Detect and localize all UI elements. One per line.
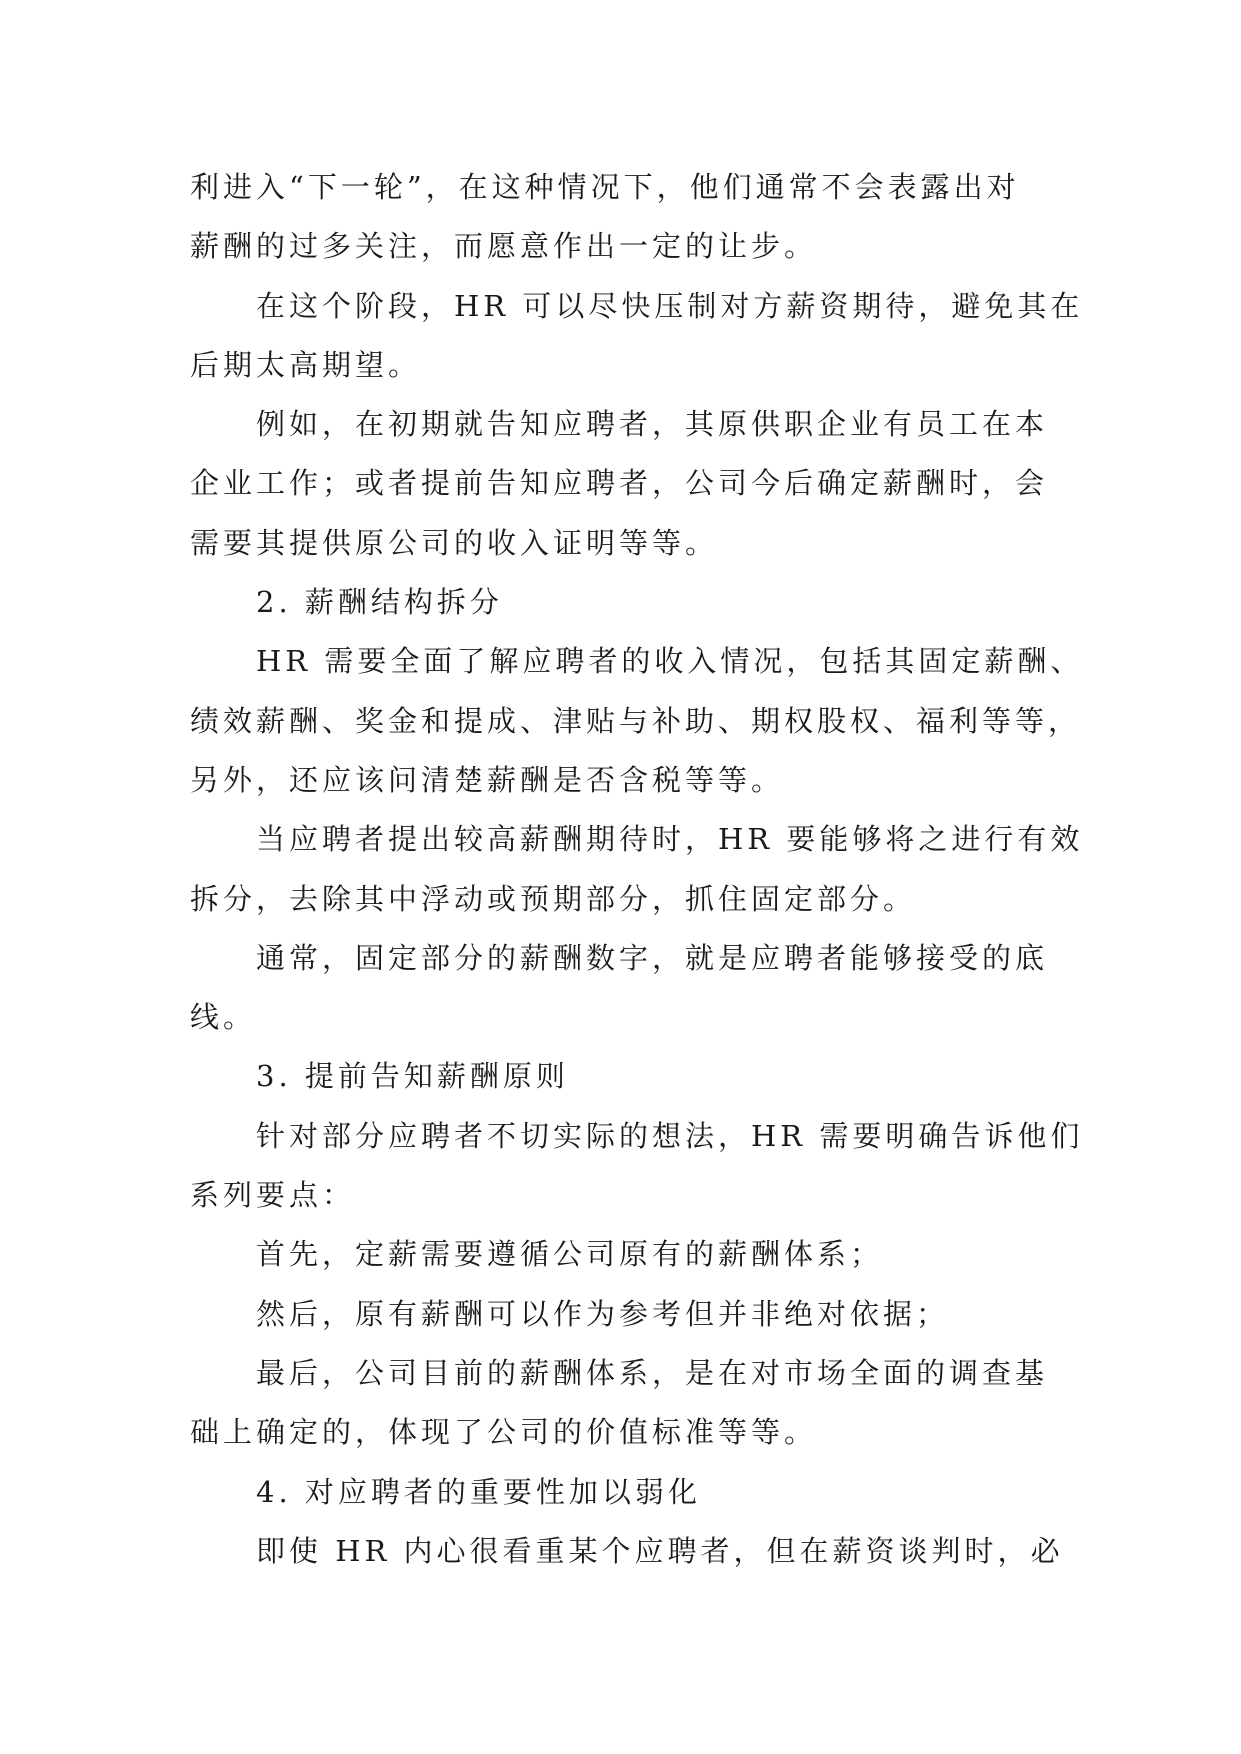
text-line: HR 需要全面了解应聘者的收入情况，包括其固定薪酬、	[256, 644, 1084, 679]
text-line: 另外，还应该问清楚薪酬是否含税等等。	[190, 762, 785, 797]
text-line: 4. 对应聘者的重要性加以弱化	[256, 1474, 701, 1509]
text-line: 在这个阶段，HR 可以尽快压制对方薪资期待，避免其在	[256, 288, 1084, 323]
text-line: 针对部分应聘者不切实际的想法，HR 需要明确告诉他们	[256, 1118, 1084, 1153]
text-line: 础上确定的，体现了公司的价值标准等等。	[190, 1415, 818, 1450]
text-line: 后期太高期望。	[190, 347, 422, 382]
text-line: 需要其提供原公司的收入证明等等。	[190, 525, 719, 560]
text-line: 然后，原有薪酬可以作为参考但并非绝对依据；	[256, 1296, 950, 1331]
text-line: 系列要点：	[190, 1178, 356, 1213]
text-line: 利进入“下一轮”，在这种情况下，他们通常不会表露出对	[190, 170, 1020, 204]
text-line: 线。	[190, 1000, 257, 1035]
text-line: 2. 薪酬结构拆分	[256, 585, 503, 620]
text-line: 即使 HR 内心很看重某个应聘者，但在薪资谈判时，必	[256, 1533, 1064, 1568]
text-line: 绩效薪酬、奖金和提成、津贴与补助、期权股权、福利等等，	[190, 703, 1082, 738]
text-line: 通常，固定部分的薪酬数字，就是应聘者能够接受的底	[256, 940, 1049, 975]
text-line: 拆分，去除其中浮动或预期部分，抓住固定部分。	[190, 881, 917, 916]
text-line: 首先，定薪需要遵循公司原有的薪酬体系；	[256, 1237, 884, 1272]
text-line: 企业工作；或者提前告知应聘者，公司今后确定薪酬时，会	[190, 466, 1049, 501]
text-line: 3. 提前告知薪酬原则	[256, 1059, 569, 1094]
text-line: 例如，在初期就告知应聘者，其原供职企业有员工在本	[256, 407, 1049, 442]
text-line: 薪酬的过多关注，而愿意作出一定的让步。	[190, 229, 818, 264]
text-line: 最后，公司目前的薪酬体系，是在对市场全面的调查基	[256, 1355, 1049, 1390]
text-line: 当应聘者提出较高薪酬期待时，HR 要能够将之进行有效	[256, 822, 1084, 857]
body-text	[190, 158, 1084, 1581]
